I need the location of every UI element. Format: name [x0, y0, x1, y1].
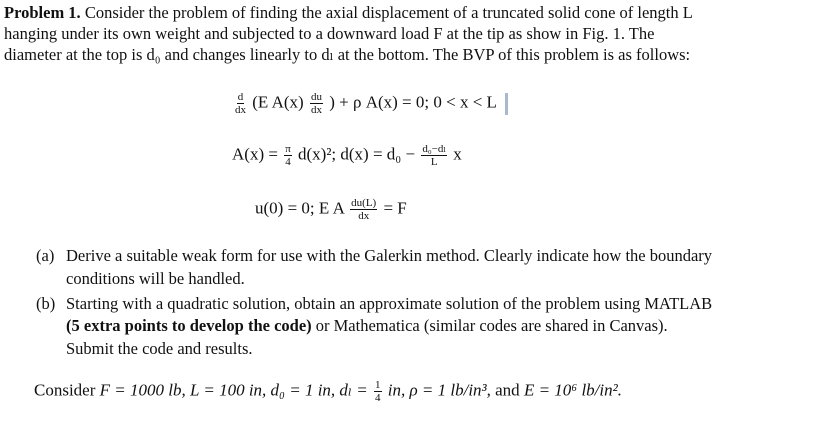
problem-line-3: diameter at the top is d₀ and changes linearly to dₗ at the bottom. The BVP of this problem is as follows:: [4, 45, 691, 64]
item-b-line-3: Submit the code and results.: [66, 339, 253, 358]
equation-ode: $\frac{d}{dx}$ (E A(x) $\frac{du}{dx}$ ) + ρ A(x) = 0; 0 < x < L: [233, 92, 508, 115]
problem-label: Problem 1.: [4, 3, 81, 22]
text-cursor: [505, 93, 508, 115]
du-dx-fraction: $\frac{du}{dx}$: [310, 91, 322, 116]
problem-line-2: hanging under its own weight and subjected to a downward load F at the tip as show in Fig. 1. The: [4, 24, 655, 43]
item-b-marker: (b): [36, 294, 56, 313]
item-b-line-2: (5 extra points to develop the code) or Mathematica (similar codes are shared in Canvas).: [66, 316, 668, 335]
taper-fraction: $\frac{\text{d₀−dₗ}}{L}$: [422, 143, 447, 168]
extra-points-note: (5 extra points to develop the code): [66, 316, 312, 335]
d-dx-fraction: $\frac{d}{dx}$: [235, 91, 246, 116]
item-a-line-2: conditions will be handled.: [66, 269, 245, 288]
problem-text-1: Consider the problem of finding the axial displacement of a truncated solid cone of length L: [84, 3, 693, 22]
item-a-marker: (a): [36, 246, 55, 265]
equation-bc: u(0) = 0; E A $\frac{du(L)}{dx}$ = F: [255, 197, 407, 222]
quarter-fraction: $\frac{1}{4}$: [375, 379, 381, 404]
item-a-line-1: Derive a suitable weak form for use with the Galerkin method. Clearly indicate how the boundary: [66, 246, 713, 265]
given-values-line: Consider F = 1000 lb, L = 100 in, d₀ = 1 in, dₗ = $\frac{1}{4}$ in, ρ = 1 lb/in³, and E = 10⁶ lb/in².: [34, 379, 622, 404]
equation-area: A(x) = $\frac{\pi}{4}$ d(x)²; d(x) = d₀ − $\frac{\text{d₀−dₗ}}{L}$ x: [232, 143, 462, 168]
pi-over-4-fraction: $\frac{\pi}{4}$: [285, 143, 291, 168]
item-b-line-1: Starting with a quadratic solution, obtain an approximate solution of the problem using MATLAB: [66, 294, 713, 313]
du-l-dx-fraction: $\frac{du(L)}{dx}$: [351, 197, 377, 222]
problem-line-1: [4, 2, 693, 23]
